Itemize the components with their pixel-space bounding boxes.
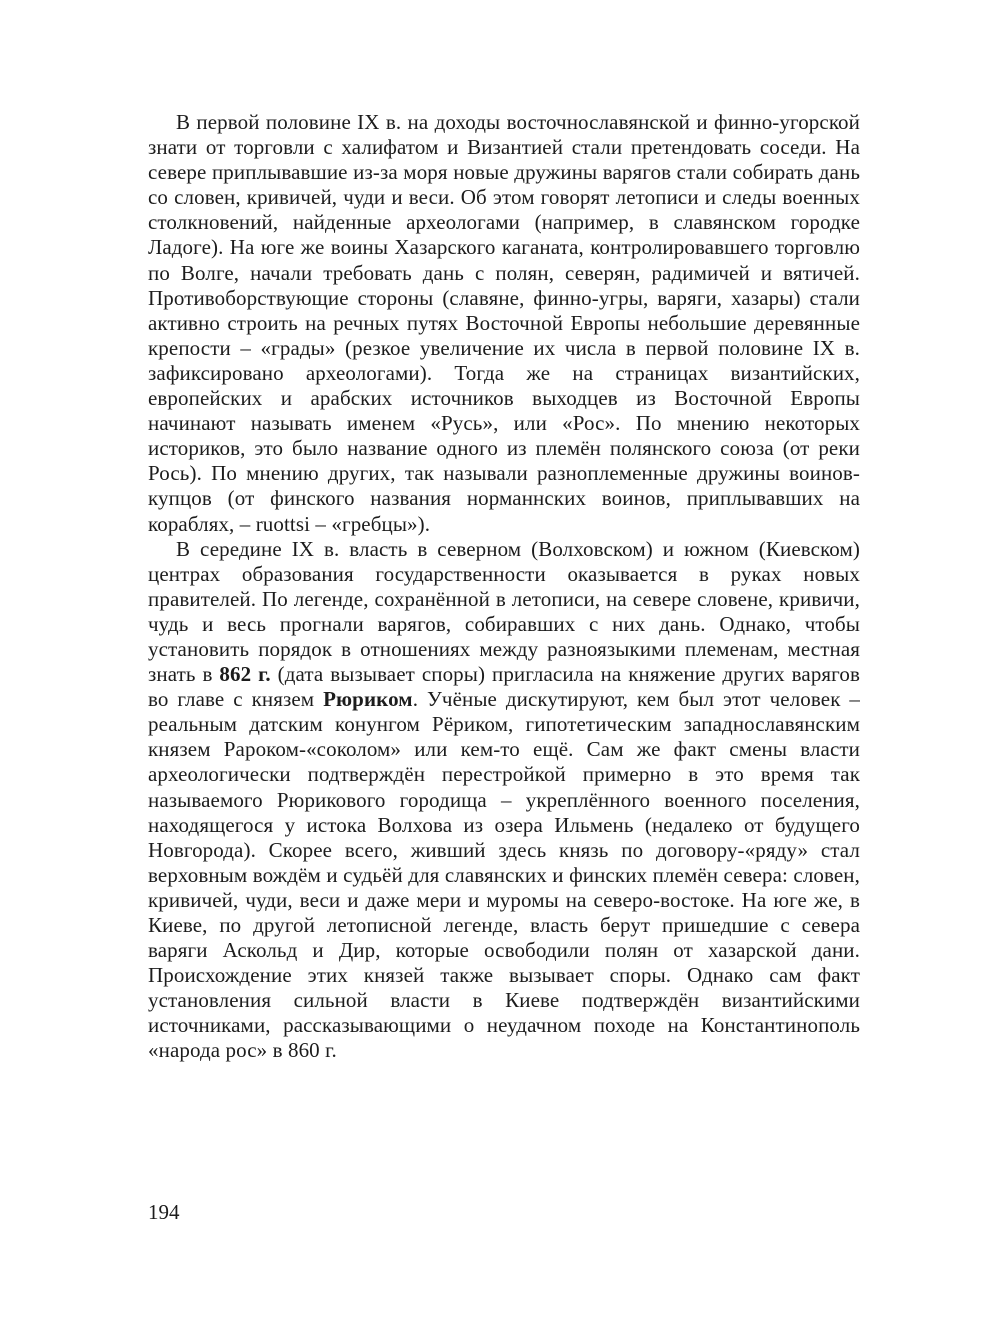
paragraph-2-text-mid: (дата вызывает споры) пригласила на княжение других варягов во главе с князем — [148, 662, 860, 712]
paragraph-2-text-pre: В середине IX в. власть в северном (Волховском) и южном (Киевском) центрах образования государственности оказывается в руках новых правителей. По легенде, сохранённой в летописи, на севере словене, кривичи, чудь и весь прогнали варягов, собиравших с них дань. Однако, чтобы установить порядок в отношениях между разноязыкими племенам, местная знать в — [148, 536, 860, 687]
bold-date-862: 862 г. — [219, 662, 271, 687]
page-number: 194 — [148, 1200, 180, 1224]
paragraph-2 — [148, 537, 860, 1064]
paragraph-1-text: В первой половине IX в. на доходы восточнославянской и финно-угорской знати от торговли с халифатом и Византией стали претендовать соседи. На севере приплывавшие из-за моря новые дружины варягов стали собирать дань со словен, кривичей, чуди и веси. Об этом говорят летописи и следы военных столкновений, найденные археологами (например, в славянском городке Ладоге). На юге же воины Хазарского каганата, контролировавшего торговлю по Волге, начали требовать дань с полян, северян, радимичей и вятичей. Противоборствующие стороны (славяне, финно-угры, варяги, хазары) стали активно строить на речных путях Восточной Европы небольшие деревянные крепости – «грады» (резкое увеличение их числа в первой половине IX в. зафиксировано археологами). Тогда же на страницах византийских, европейских и арабских источников выходцев из Восточной Европы начинают называть именем «Русь», или «Рос». По мнению некоторых историков, это было название одного из племён полянского союза (от реки Рось). По мнению других, так называли разноплеменные дружины воинов-купцов (от финского названия норманнских воинов, приплывавших на кораблях, – ruottsi – «гребцы»). — [148, 110, 860, 536]
text-block — [148, 110, 860, 1064]
paragraph-2-text-post: . Учёные дискутируют, кем был этот человек – реальным датским конунгом Рёриком, гипотетическим западнославянским князем Рароком-«соколом» или кем-то ещё. Сам же факт смены власти археологически подтверждён перестройкой примерно в это время так называемого Рюрикового городища – укреплённого военного поселения, находящегося у истока Волхова из озера Ильмень (недалеко от будущего Новгорода). Скорее всего, живший здесь князь по договору-«ряду» стал верховным вождём и судьёй для славянских и финских племён севера: словен, кривичей, чуди, веси и даже мери и муромы на северо-востоке. На юге же, в Киеве, по другой летописной легенде, власть берут пришедшие с севера варяги Аскольд и Дир, которые освободили полян от хазарской дани. Происхождение этих князей также вызывает споры. Однако сам факт установления сильной власти в Киеве подтверждён византийскими источниками, рассказывающими о неудачном походе на Константинополь «народа рос» в 860 г. — [148, 687, 861, 1063]
bold-name-ryurik: Рюриком — [323, 687, 413, 712]
paragraph-1 — [148, 110, 860, 537]
